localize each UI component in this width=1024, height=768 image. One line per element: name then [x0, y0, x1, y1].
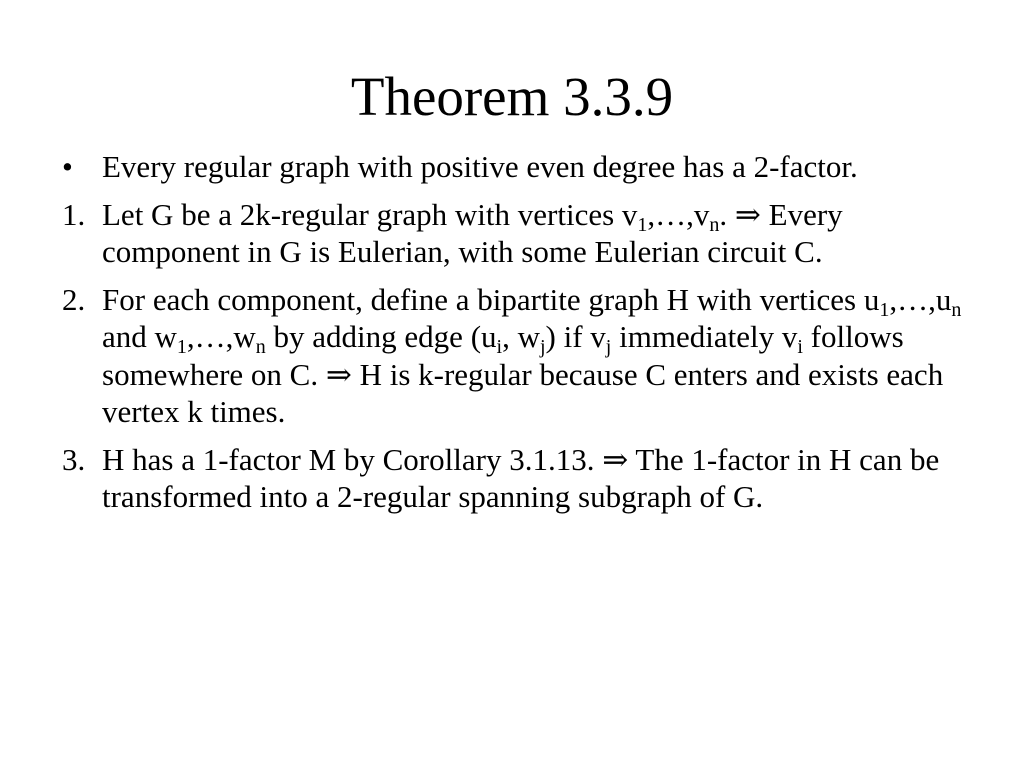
statement-text: Every regular graph with positive even degree has a 2-factor. — [102, 149, 858, 184]
theorem-statement — [62, 148, 972, 186]
proof-step-1 — [62, 196, 972, 271]
proof-step-2 — [62, 281, 972, 431]
implies-arrow-icon: ⇒ — [602, 441, 629, 477]
step-2-number: 2. — [62, 281, 86, 317]
step-2-text: For each component, define a bipartite graph H with vertices $u_1,\dots,u_n$ and $w_1,\dots,w_n$ by adding edge ($u_i$, $w_j$) if $v_j$ immediately $v_i$ follows somewhere on C. ⇒ H is k-regular because C enters and exists each vertex k times. — [102, 281, 962, 429]
slide-title: Theorem 3.3.9 — [350, 66, 674, 127]
step-3-number: 3. — [62, 441, 86, 477]
implies-arrow-icon: ⇒ — [734, 196, 761, 232]
step-1-text: Let G be a 2k-regular graph with vertices $v_1,\dots,v_n$. ⇒ Every component in G is Eulerian, with some Eulerian circuit C. — [102, 196, 843, 269]
bullet-marker: • — [62, 149, 73, 184]
step-1-number: 1. — [62, 196, 86, 232]
slide-body — [62, 148, 972, 526]
implies-arrow-icon: ⇒ — [325, 356, 352, 392]
step-3-text: H has a 1-factor M by Corollary 3.1.13. ⇒ The 1-factor in H can be transformed into a 2-regular spanning subgraph of G. — [102, 441, 940, 514]
proof-step-3 — [62, 441, 972, 516]
